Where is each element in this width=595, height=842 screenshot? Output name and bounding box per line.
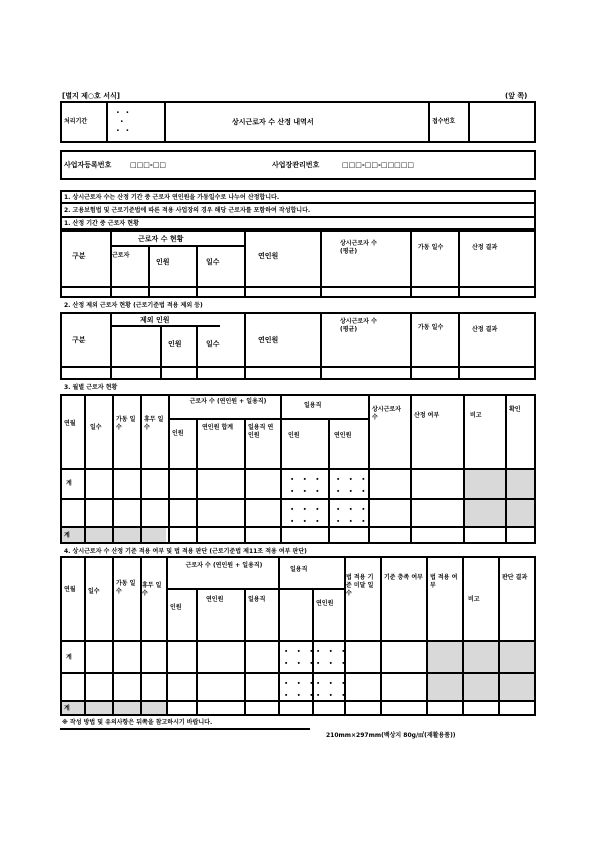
s4-h-below: 법 적용 기준 미달 일수: [346, 574, 374, 597]
business-no-value[interactable]: □□□-□□: [130, 161, 166, 169]
s4-h-workers: 근로자 수 (연인원 + 일용직): [185, 562, 263, 569]
section2-title: 2. 산정 제외 근로자 현황 (근로기준법 적용 제외 등): [64, 302, 203, 309]
s2-h-avg: 상시근로자 수 (평균): [340, 318, 377, 333]
s1-h-sub: 근로자: [112, 252, 130, 259]
s4-dots-1b: ∙ ∙ ∙: [316, 647, 349, 655]
s2-h-excluded: 제외 인원: [140, 316, 170, 324]
s2-h-result: 산정 결과: [472, 326, 498, 333]
s1-h-kind: 구분: [72, 252, 86, 260]
form-code: [별지 제○호 서식]: [62, 92, 120, 100]
section2-table: [60, 312, 536, 380]
s3-h-regular: 상시근로자 수: [372, 406, 401, 421]
s3-dots-2b: ∙ ∙ ∙: [336, 487, 369, 495]
mgmt-no-value[interactable]: □□□-□□-□□□□□: [342, 161, 414, 169]
s4-h-daily: 일용직: [290, 566, 308, 573]
s4-dots-2b: ∙ ∙ ∙: [316, 659, 349, 667]
processing-label: 처리기간: [64, 118, 88, 125]
s3-h-apply: 산정 여부: [414, 412, 440, 419]
s4-dots-4b: ∙ ∙ ∙: [316, 691, 349, 699]
s1-h-opdays: 가동 일수: [418, 244, 444, 251]
s3-dots-1a: ∙ ∙ ∙: [290, 475, 323, 483]
processing-dots: ∙ ∙ ∙ ∙ ∙: [116, 109, 130, 134]
s2-h-kind: 구분: [72, 336, 86, 344]
s4-footer-label: 계: [64, 705, 70, 712]
s4-h-days: 일수: [88, 588, 100, 595]
s3-dots-4b: ∙ ∙ ∙: [336, 517, 369, 525]
s3-h-workers: 근로자 수 (연인원 + 일용직): [189, 398, 267, 405]
s1-h-days: 일수: [206, 258, 220, 266]
s4-h-meet: 기준 충족 여부: [384, 574, 423, 581]
s4-h-total: 연인원: [206, 596, 224, 603]
s4-h-apply: 법 적용 여부: [430, 574, 458, 589]
s3-h-offdays: 휴무 일수: [144, 416, 164, 431]
s3-dots-3b: ∙ ∙ ∙: [336, 505, 369, 513]
s1-h-avg: 상시근로자 수 (평균): [340, 240, 377, 255]
s4-h-daily-sum: 연인원: [316, 600, 334, 607]
s1-h-count: 인원: [156, 258, 170, 266]
s2-h-total: 연인원: [258, 336, 279, 344]
s2-h-days: 일수: [206, 340, 220, 348]
footer-note: ※ 작성 방법 및 유의사항은 뒤쪽을 참고하시기 바랍니다.: [62, 719, 213, 726]
s3-h-note: 비고: [470, 412, 482, 419]
s4-h-opdays: 가동 일수: [116, 580, 136, 595]
section1-title: 1. 산정 기간 중 근로자 현황: [64, 220, 139, 227]
business-no-label: 사업자등록번호: [64, 161, 112, 169]
s4-dots-1a: ∙ ∙ ∙: [284, 647, 317, 655]
s3-h-opdays: 가동 일수: [116, 416, 136, 431]
s4-h-note: 비고: [468, 596, 480, 603]
s3-footer-label: 계: [64, 532, 70, 539]
s4-h-daily-total: 일용직: [248, 596, 266, 603]
note-line-1: 1. 상시근로자 수는 산정 기간 중 근로자 연인원을 가동일수로 나누어 산정합니다.: [64, 194, 280, 201]
s3-dots-3a: ∙ ∙ ∙: [290, 505, 323, 513]
s2-h-opdays: 가동 일수: [418, 324, 444, 331]
section4-title: 4. 상시근로자 수 산정 기준 적용 여부 및 법 적용 판단 (근로기준법 제11조 적용 여부 판단): [64, 548, 307, 555]
s1-h-result: 산정 결과: [472, 244, 498, 251]
s4-h-judge: 판단 결과: [502, 574, 528, 581]
s4-h-count: 인원: [170, 604, 182, 611]
s3-h-count: 인원: [172, 430, 184, 437]
footer-paper: 210mm×297mm(백상지 80g/㎡(재활용품)): [326, 732, 456, 739]
s3-h-check: 확인: [509, 406, 521, 413]
s4-dots-4a: ∙ ∙ ∙: [284, 691, 317, 699]
s4-h-offdays: 휴무 일수: [142, 582, 162, 597]
note-line-2: 2. 고용보험법 및 근로기준법에 따른 적용 사업장의 경우 해당 근로자를 포함하여 작성합니다.: [64, 207, 311, 214]
s4-dots-3a: ∙ ∙ ∙: [284, 679, 317, 687]
s4-row-total: 계: [66, 654, 72, 661]
s3-h-days: 일수: [90, 424, 102, 431]
receipt-label: 접수번호: [432, 118, 456, 125]
section3-title: 3. 월별 근로자 현황: [64, 384, 118, 391]
s3-dots-4a: ∙ ∙ ∙: [290, 517, 323, 525]
s4-dots-2a: ∙ ∙ ∙: [284, 659, 317, 667]
s3-row-total: 계: [66, 480, 72, 487]
s3-h-daily-sum: 연인원: [334, 432, 352, 439]
s3-h-total: 연인원 합계: [202, 424, 234, 431]
s3-h-daily-count: 인원: [288, 432, 300, 439]
s3-h-daily: 일용직: [304, 402, 322, 409]
s2-h-count: 인원: [168, 340, 182, 348]
form-title: 상시근로자 수 산정 내역서: [232, 118, 314, 126]
page-label: (앞 쪽): [505, 92, 528, 100]
s3-dots-1b: ∙ ∙ ∙: [336, 475, 369, 483]
s3-h-daily-total: 일용직 연인원: [248, 424, 274, 439]
s4-h-ym: 연월: [64, 586, 76, 593]
s1-h-total: 연인원: [258, 252, 279, 260]
s3-h-ym: 연월: [64, 420, 76, 427]
s1-h-status: 근로자 수 현황: [138, 235, 184, 243]
mgmt-no-label: 사업장관리번호: [272, 161, 320, 169]
s4-dots-3b: ∙ ∙ ∙: [316, 679, 349, 687]
s3-dots-2a: ∙ ∙ ∙: [290, 487, 323, 495]
